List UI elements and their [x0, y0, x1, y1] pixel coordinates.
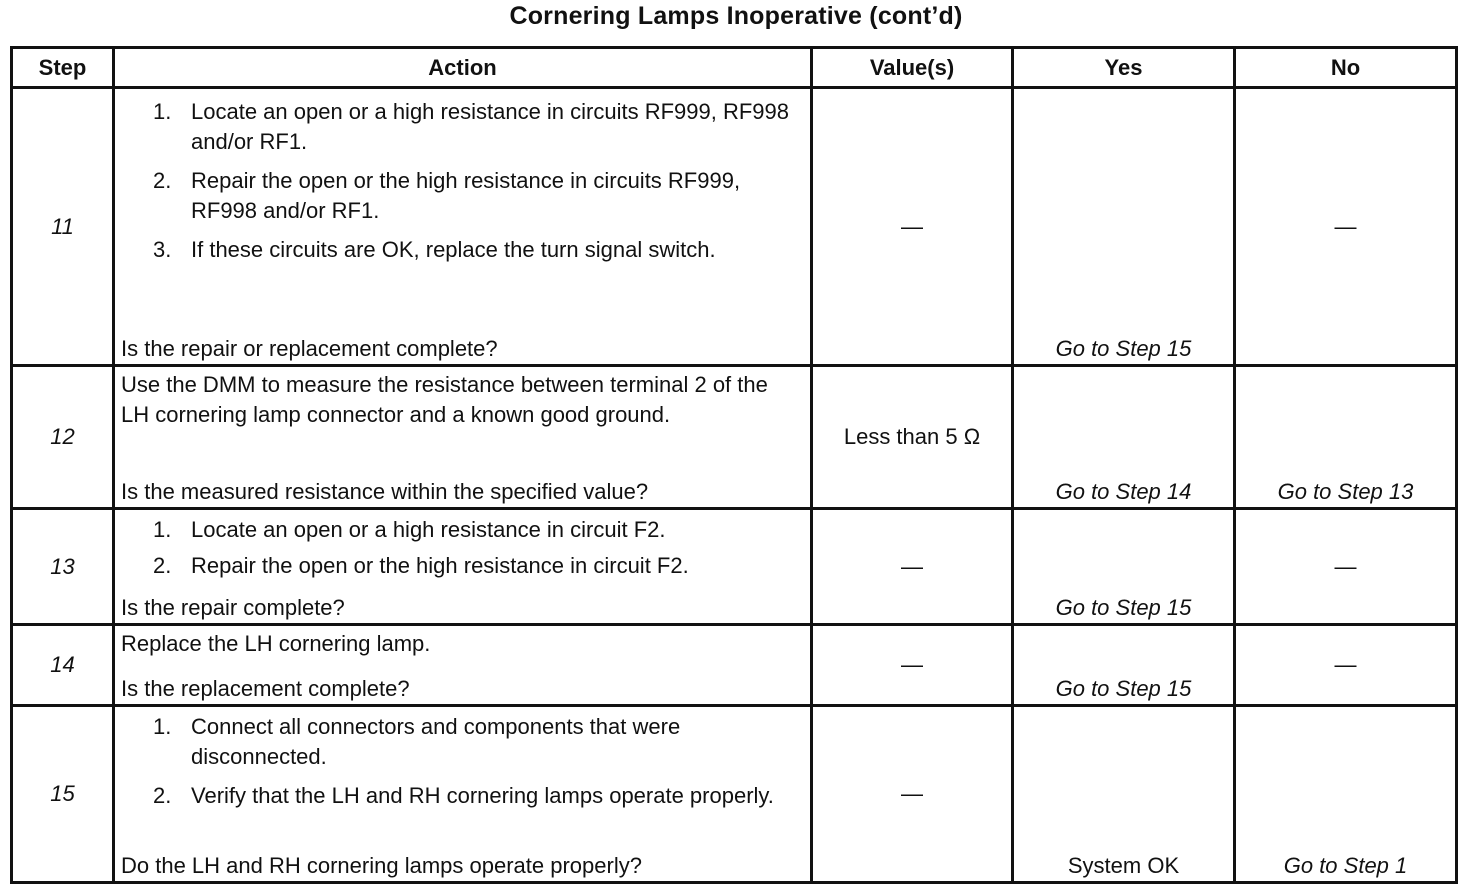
- yes-cell: Go to Step 15: [1013, 88, 1235, 366]
- yes-cell: Go to Step 15: [1013, 625, 1235, 706]
- value-cell: —: [812, 625, 1013, 706]
- no-cell: Go to Step 1: [1235, 706, 1457, 883]
- table-row: [12, 625, 1457, 706]
- step-number: 11: [12, 88, 114, 366]
- no-cell: —: [1235, 509, 1457, 625]
- step-number: 13: [12, 509, 114, 625]
- table-row: [12, 706, 1457, 883]
- action-item: 1. Locate an open or a high resistance in circuit F2.: [153, 517, 666, 542]
- table-row: [12, 88, 1457, 366]
- action-item: 2. Repair the open or the high resistance in circuit F2.: [153, 553, 689, 578]
- step-number: 12: [12, 366, 114, 509]
- table-row: [12, 509, 1457, 625]
- action-item: 3. If these circuits are OK, replace the turn signal switch.: [153, 237, 716, 262]
- step-number: 15: [12, 706, 114, 883]
- action-text: Replace the LH cornering lamp.: [121, 631, 431, 656]
- action-item: 1. Locate an open or a high resistance in circuits RF999, RF998 and/or RF1.: [153, 99, 789, 154]
- yes-cell: Go to Step 14: [1013, 366, 1235, 509]
- header-yes: Yes: [1013, 48, 1235, 88]
- page-title: Cornering Lamps Inoperative (cont’d): [509, 2, 963, 30]
- action-question: Is the repair or replacement complete?: [121, 336, 498, 361]
- header-no: No: [1235, 48, 1457, 88]
- header-values: Value(s): [812, 48, 1013, 88]
- action-question: Is the repair complete?: [121, 595, 345, 620]
- no-cell: Go to Step 13: [1235, 366, 1457, 509]
- diagnostic-table: [10, 46, 1458, 884]
- action-question: Do the LH and RH cornering lamps operate properly?: [121, 853, 642, 878]
- action-item: 2. Repair the open or the high resistance in circuits RF999, RF998 and/or RF1.: [153, 168, 741, 223]
- action-text: Use the DMM to measure the resistance between terminal 2 of the LH cornering lamp connector and a known good ground.: [121, 372, 768, 427]
- action-cell: [114, 706, 812, 883]
- action-item: 1. Connect all connectors and components that were disconnected.: [153, 714, 681, 769]
- no-cell: —: [1235, 625, 1457, 706]
- action-cell: [114, 625, 812, 706]
- value-cell: —: [812, 88, 1013, 366]
- header-action: Action: [114, 48, 812, 88]
- yes-cell: Go to Step 15: [1013, 509, 1235, 625]
- header-row: [12, 48, 1457, 88]
- value-cell: —: [812, 509, 1013, 625]
- action-question: Is the replacement complete?: [121, 676, 410, 701]
- value-cell: Less than 5 Ω: [812, 366, 1013, 509]
- header-step: Step: [12, 48, 114, 88]
- action-cell: [114, 88, 812, 366]
- action-item: 2. Verify that the LH and RH cornering lamps operate properly.: [153, 783, 774, 808]
- action-cell: [114, 509, 812, 625]
- yes-cell: System OK: [1013, 706, 1235, 883]
- no-cell: —: [1235, 88, 1457, 366]
- step-number: 14: [12, 625, 114, 706]
- action-cell: [114, 366, 812, 509]
- action-question: Is the measured resistance within the specified value?: [121, 479, 649, 504]
- value-cell: —: [812, 706, 1013, 883]
- table-row: [12, 366, 1457, 509]
